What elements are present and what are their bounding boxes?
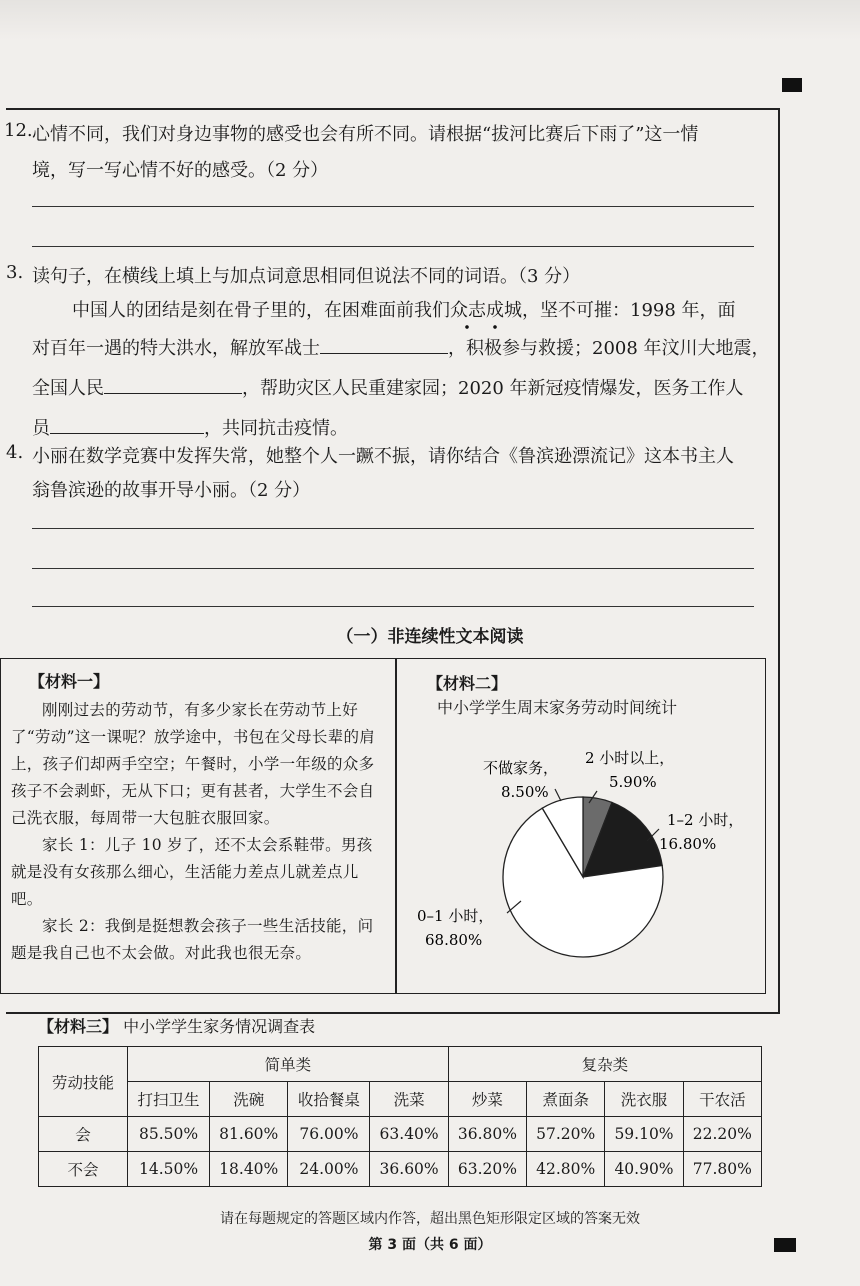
item-header: 打扫卫生	[128, 1082, 210, 1117]
item-header: 干农活	[683, 1082, 761, 1117]
pie-value-over2h: 5.90%	[609, 773, 657, 791]
q14-answer-line-3[interactable]	[32, 606, 754, 607]
table-cell: 81.60%	[210, 1117, 288, 1152]
table-cell: 18.40%	[210, 1152, 288, 1187]
material2-subtitle: 中小学学生周末家务劳动时间统计	[437, 698, 678, 717]
row-label: 不会	[39, 1152, 128, 1187]
pie-label-1-2h: 1–2 小时，	[667, 811, 744, 829]
pie-value-0-1h: 68.80%	[425, 931, 483, 949]
pie-label-over2h: 2 小时以上，	[585, 749, 675, 767]
group-header-complex: 复杂类	[448, 1047, 761, 1082]
q14-answer-line-2[interactable]	[32, 568, 754, 569]
q13-p4-b: ，共同抗击疫情。	[204, 418, 348, 439]
item-header: 洗菜	[370, 1082, 448, 1117]
page-top-edge	[0, 0, 860, 40]
material3-heading	[38, 1014, 315, 1037]
blank-2[interactable]	[104, 373, 242, 394]
registration-mark-top	[782, 78, 802, 92]
q12-number: 12.	[4, 120, 33, 141]
table-cell: 57.20%	[527, 1117, 605, 1152]
table-cell: 63.20%	[448, 1152, 526, 1187]
q13-p4-a: 员	[32, 418, 50, 439]
q13-p1-a: 中国人的团结是刻在骨子里的，在困难面前我们	[72, 300, 450, 321]
blank-1[interactable]	[320, 333, 448, 354]
table-cell: 77.80%	[683, 1152, 761, 1187]
table-cell: 76.00%	[288, 1117, 370, 1152]
survey-table	[38, 1046, 762, 1187]
table-cell: 42.80%	[527, 1152, 605, 1187]
q13-p2-b: ，积极参与救援；2008 年汶川大地震，	[448, 338, 770, 359]
q13-paragraph-line3	[32, 373, 744, 404]
leader-line	[555, 789, 561, 801]
q13-paragraph-line2	[32, 333, 770, 364]
q14-line1: 小丽在数学竞赛中发挥失常，她整个人一蹶不振，请你结合《鲁滨逊漂流记》这本书主人	[32, 446, 734, 467]
material3-subtitle: 中小学学生家务情况调查表	[123, 1017, 316, 1036]
material1-paragraph: 家长 1：儿子 10 岁了，还不太会系鞋带。男孩就是没有女孩那么细心，生活能力差点儿就差点儿吧。	[11, 836, 373, 908]
q13-p1-b: ，坚不可摧：1998 年，面	[522, 300, 736, 321]
q14-answer-line-1[interactable]	[32, 528, 754, 529]
q12-answer-line-2[interactable]	[32, 246, 754, 247]
q12-answer-line-1[interactable]	[32, 206, 754, 207]
pie-chart	[397, 659, 765, 993]
material1-paragraph: 刚刚过去的劳动节，有多少家长在劳动节上好了“劳动”这一课呢？放学途中，书包在父母长辈的肩上，孩子们却两手空空；午餐时，小学一年级的众多孩子不会剥虾，无从下口；更有甚者，大学生不会自己洗衣服，每周带一大包脏衣服回家。	[11, 701, 376, 827]
table-cell: 63.40%	[370, 1117, 448, 1152]
table-cell: 36.60%	[370, 1152, 448, 1187]
pie-label-0-1h: 0–1 小时，	[417, 907, 494, 925]
material1-box	[0, 658, 396, 994]
q13-p3-b: ，帮助灾区人民重建家园；2020 年新冠疫情爆发，医务工作人	[242, 378, 744, 399]
item-header: 炒菜	[448, 1082, 526, 1117]
table-cell: 40.90%	[605, 1152, 683, 1187]
group-header-simple: 简单类	[128, 1047, 449, 1082]
q13-number: 3.	[6, 262, 24, 283]
blank-3[interactable]	[50, 413, 204, 434]
q12-line1: 心情不同，我们对身边事物的感受也会有所不同。请根据“拔河比赛后下雨了”这一情	[32, 124, 699, 145]
material1-text	[11, 697, 385, 967]
q13-p2-a: 对百年一遇的特大洪水，解放军战士	[32, 338, 320, 359]
material1-title: 【材料一】	[29, 672, 110, 691]
q12-line2: 境，写一写心情不好的感受。（2 分）	[32, 160, 329, 181]
table-cell: 24.00%	[288, 1152, 370, 1187]
material3-title: 【材料三】	[38, 1017, 119, 1036]
table-cell: 14.50%	[128, 1152, 210, 1187]
material2-title: 【材料二】	[427, 674, 508, 693]
row-header: 劳动技能	[39, 1047, 128, 1117]
material2-box	[396, 658, 766, 994]
pie-value-1-2h: 16.80%	[659, 835, 717, 853]
q14-line2: 翁鲁滨逊的故事开导小丽。（2 分）	[32, 480, 311, 501]
material1-paragraph: 家长 2：我倒是挺想教会孩子一些生活技能，问题是我自己也不太会做。对此我也很无奈。	[11, 917, 374, 962]
q13-paragraph-line1	[72, 296, 736, 326]
pie-value-none: 8.50%	[501, 783, 549, 801]
page-number: 第 3 面（共 6 面）	[368, 1237, 492, 1253]
q14-number: 4.	[6, 442, 24, 463]
q13-paragraph-line4	[32, 413, 348, 444]
item-header: 洗碗	[210, 1082, 288, 1117]
table-cell: 59.10%	[605, 1117, 683, 1152]
table-cell: 85.50%	[128, 1117, 210, 1152]
row-label: 会	[39, 1117, 128, 1152]
item-header: 洗衣服	[605, 1082, 683, 1117]
q13-p3-a: 全国人民	[32, 378, 104, 399]
pie-label-none: 不做家务，	[483, 759, 559, 777]
table-cell: 36.80%	[448, 1117, 526, 1152]
dotted-word: 众志成城	[450, 300, 522, 321]
section-title: （一）非连续性文本阅读	[336, 627, 524, 647]
q13-line1: 读句子，在横线上填上与加点词意思相同但说法不同的词语。（3 分）	[32, 266, 581, 287]
footer-notice: 请在每题规定的答题区域内作答，超出黑色矩形限定区域的答案无效	[220, 1211, 640, 1227]
item-header: 收拾餐桌	[288, 1082, 370, 1117]
item-header: 煮面条	[527, 1082, 605, 1117]
table-cell: 22.20%	[683, 1117, 761, 1152]
